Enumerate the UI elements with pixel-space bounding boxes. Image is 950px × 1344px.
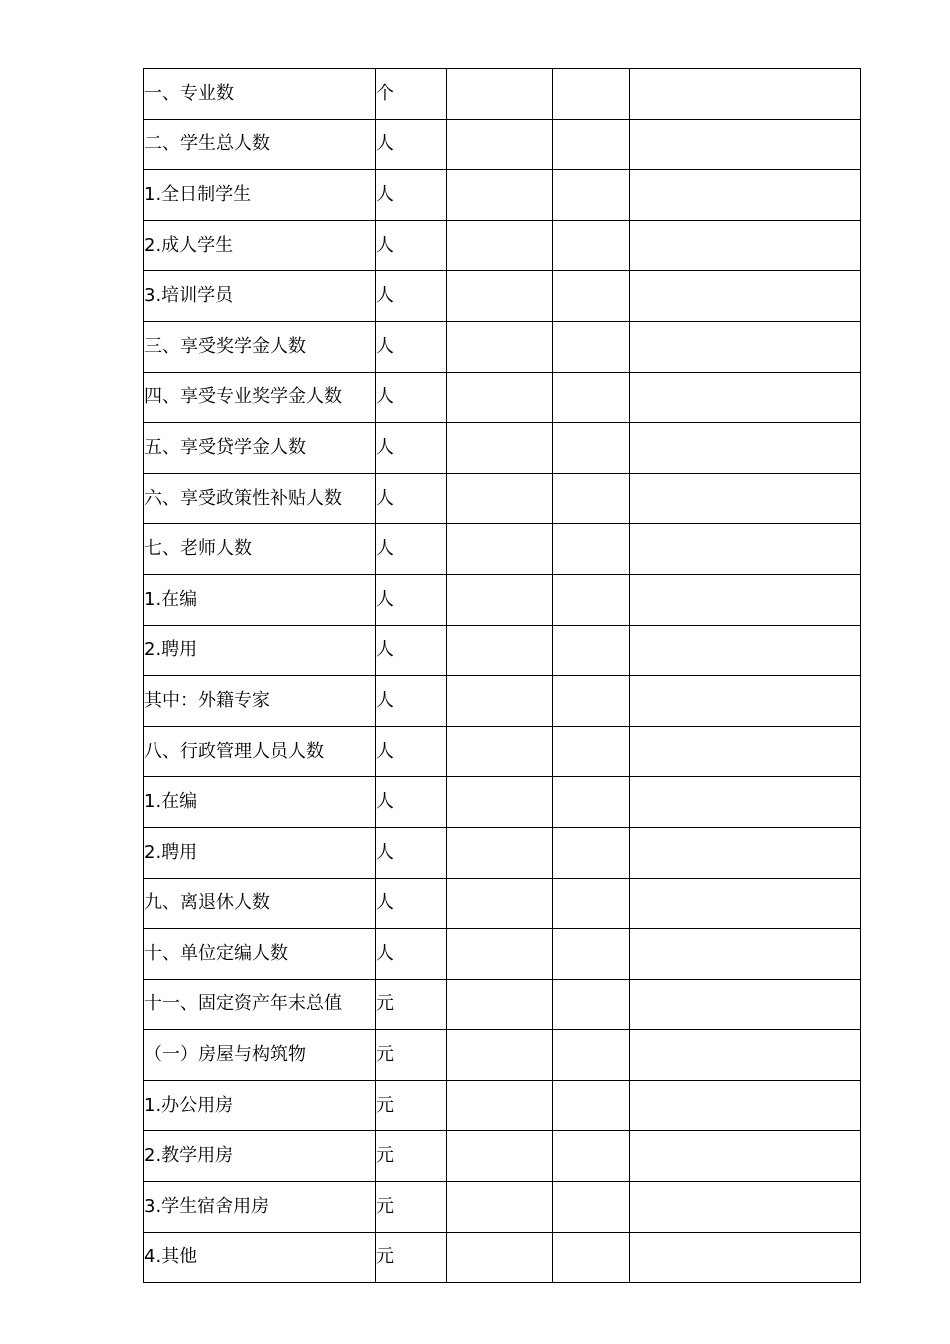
unit-cell: 人: [376, 777, 447, 828]
value-cell[interactable]: [553, 271, 630, 322]
value-cell[interactable]: [630, 929, 861, 980]
value-cell[interactable]: [447, 524, 553, 575]
value-cell[interactable]: [447, 423, 553, 474]
value-cell[interactable]: [553, 220, 630, 271]
value-cell[interactable]: [553, 170, 630, 221]
value-cell[interactable]: [630, 1232, 861, 1283]
value-cell[interactable]: [553, 574, 630, 625]
table-row: [144, 69, 861, 120]
item-name-cell: 十、单位定编人数: [144, 929, 376, 980]
table-row: [144, 574, 861, 625]
unit-cell: 人: [376, 271, 447, 322]
table-row: [144, 1080, 861, 1131]
value-cell[interactable]: [553, 524, 630, 575]
item-name-cell: 1.办公用房: [144, 1080, 376, 1131]
value-cell[interactable]: [553, 1080, 630, 1131]
table-row: [144, 1030, 861, 1081]
table-row: [144, 473, 861, 524]
unit-cell: 人: [376, 676, 447, 727]
item-name-cell: 五、享受贷学金人数: [144, 423, 376, 474]
item-name-cell: 四、享受专业奖学金人数: [144, 372, 376, 423]
table-row: [144, 372, 861, 423]
unit-cell: 元: [376, 1182, 447, 1233]
table-row: [144, 170, 861, 221]
value-cell[interactable]: [630, 69, 861, 120]
table-row: [144, 220, 861, 271]
statistics-sheet: [143, 68, 860, 1283]
value-cell[interactable]: [630, 271, 861, 322]
value-cell[interactable]: [447, 1232, 553, 1283]
item-name-cell: 二、学生总人数: [144, 119, 376, 170]
value-cell[interactable]: [553, 473, 630, 524]
unit-cell: 人: [376, 473, 447, 524]
unit-cell: 人: [376, 220, 447, 271]
item-name-cell: 其中：外籍专家: [144, 676, 376, 727]
unit-cell: 人: [376, 321, 447, 372]
value-cell[interactable]: [447, 1030, 553, 1081]
value-cell[interactable]: [553, 625, 630, 676]
table-row: [144, 119, 861, 170]
unit-cell: 元: [376, 979, 447, 1030]
unit-cell: 人: [376, 372, 447, 423]
value-cell[interactable]: [447, 777, 553, 828]
table-row: [144, 676, 861, 727]
item-name-cell: 六、享受政策性补贴人数: [144, 473, 376, 524]
value-cell[interactable]: [630, 979, 861, 1030]
value-cell[interactable]: [553, 1030, 630, 1081]
value-cell[interactable]: [553, 676, 630, 727]
value-cell[interactable]: [447, 69, 553, 120]
item-name-cell: （一）房屋与构筑物: [144, 1030, 376, 1081]
table-row: [144, 1232, 861, 1283]
item-name-cell: 1.在编: [144, 777, 376, 828]
value-cell[interactable]: [447, 119, 553, 170]
value-cell[interactable]: [630, 372, 861, 423]
value-cell[interactable]: [447, 726, 553, 777]
table-row: [144, 979, 861, 1030]
value-cell[interactable]: [447, 1080, 553, 1131]
item-name-cell: 2.聘用: [144, 625, 376, 676]
value-cell[interactable]: [447, 271, 553, 322]
table-row: [144, 423, 861, 474]
table-row: [144, 726, 861, 777]
value-cell[interactable]: [630, 119, 861, 170]
value-cell[interactable]: [553, 1182, 630, 1233]
item-name-cell: 2.教学用房: [144, 1131, 376, 1182]
value-cell[interactable]: [553, 372, 630, 423]
item-name-cell: 1.全日制学生: [144, 170, 376, 221]
value-cell[interactable]: [553, 321, 630, 372]
item-name-cell: 一、专业数: [144, 69, 376, 120]
value-cell[interactable]: [630, 827, 861, 878]
unit-cell: 人: [376, 170, 447, 221]
item-name-cell: 4.其他: [144, 1232, 376, 1283]
statistics-table: [143, 68, 861, 1283]
value-cell[interactable]: [553, 69, 630, 120]
value-cell[interactable]: [447, 929, 553, 980]
table-row: [144, 1131, 861, 1182]
value-cell[interactable]: [553, 777, 630, 828]
value-cell[interactable]: [630, 1182, 861, 1233]
value-cell[interactable]: [630, 423, 861, 474]
value-cell[interactable]: [630, 170, 861, 221]
table-row: [144, 1182, 861, 1233]
value-cell[interactable]: [553, 979, 630, 1030]
unit-cell: 个: [376, 69, 447, 120]
item-name-cell: 3.学生宿舍用房: [144, 1182, 376, 1233]
value-cell[interactable]: [553, 1232, 630, 1283]
table-row: [144, 321, 861, 372]
unit-cell: 人: [376, 827, 447, 878]
value-cell[interactable]: [553, 726, 630, 777]
item-name-cell: 1.在编: [144, 574, 376, 625]
unit-cell: 人: [376, 878, 447, 929]
value-cell[interactable]: [553, 929, 630, 980]
value-cell[interactable]: [630, 220, 861, 271]
value-cell[interactable]: [553, 878, 630, 929]
value-cell[interactable]: [447, 473, 553, 524]
value-cell[interactable]: [447, 625, 553, 676]
unit-cell: 人: [376, 524, 447, 575]
unit-cell: 人: [376, 574, 447, 625]
value-cell[interactable]: [630, 878, 861, 929]
value-cell[interactable]: [447, 170, 553, 221]
unit-cell: 元: [376, 1080, 447, 1131]
value-cell[interactable]: [553, 827, 630, 878]
table-row: [144, 827, 861, 878]
table-row: [144, 878, 861, 929]
value-cell[interactable]: [630, 574, 861, 625]
item-name-cell: 2.成人学生: [144, 220, 376, 271]
unit-cell: 元: [376, 1030, 447, 1081]
value-cell[interactable]: [447, 676, 553, 727]
value-cell[interactable]: [553, 119, 630, 170]
item-name-cell: 2.聘用: [144, 827, 376, 878]
unit-cell: 人: [376, 423, 447, 474]
value-cell[interactable]: [630, 1131, 861, 1182]
value-cell[interactable]: [447, 574, 553, 625]
value-cell[interactable]: [630, 625, 861, 676]
unit-cell: 人: [376, 625, 447, 676]
item-name-cell: 七、老师人数: [144, 524, 376, 575]
value-cell[interactable]: [447, 372, 553, 423]
value-cell[interactable]: [630, 473, 861, 524]
unit-cell: 人: [376, 726, 447, 777]
unit-cell: 元: [376, 1131, 447, 1182]
table-row: [144, 777, 861, 828]
table-body: [144, 69, 861, 1283]
item-name-cell: 三、享受奖学金人数: [144, 321, 376, 372]
value-cell[interactable]: [630, 676, 861, 727]
table-row: [144, 929, 861, 980]
table-row: [144, 625, 861, 676]
value-cell[interactable]: [447, 979, 553, 1030]
item-name-cell: 八、行政管理人员人数: [144, 726, 376, 777]
value-cell[interactable]: [553, 1131, 630, 1182]
value-cell[interactable]: [447, 321, 553, 372]
value-cell[interactable]: [447, 220, 553, 271]
value-cell[interactable]: [447, 1131, 553, 1182]
value-cell[interactable]: [630, 777, 861, 828]
unit-cell: 元: [376, 1232, 447, 1283]
value-cell[interactable]: [447, 827, 553, 878]
value-cell[interactable]: [447, 1182, 553, 1233]
item-name-cell: 十一、固定资产年末总值: [144, 979, 376, 1030]
value-cell[interactable]: [553, 423, 630, 474]
value-cell[interactable]: [630, 524, 861, 575]
value-cell[interactable]: [447, 878, 553, 929]
value-cell[interactable]: [630, 1030, 861, 1081]
table-row: [144, 271, 861, 322]
unit-cell: 人: [376, 119, 447, 170]
table-row: [144, 524, 861, 575]
value-cell[interactable]: [630, 1080, 861, 1131]
item-name-cell: 3.培训学员: [144, 271, 376, 322]
value-cell[interactable]: [630, 321, 861, 372]
item-name-cell: 九、离退休人数: [144, 878, 376, 929]
unit-cell: 人: [376, 929, 447, 980]
value-cell[interactable]: [630, 726, 861, 777]
